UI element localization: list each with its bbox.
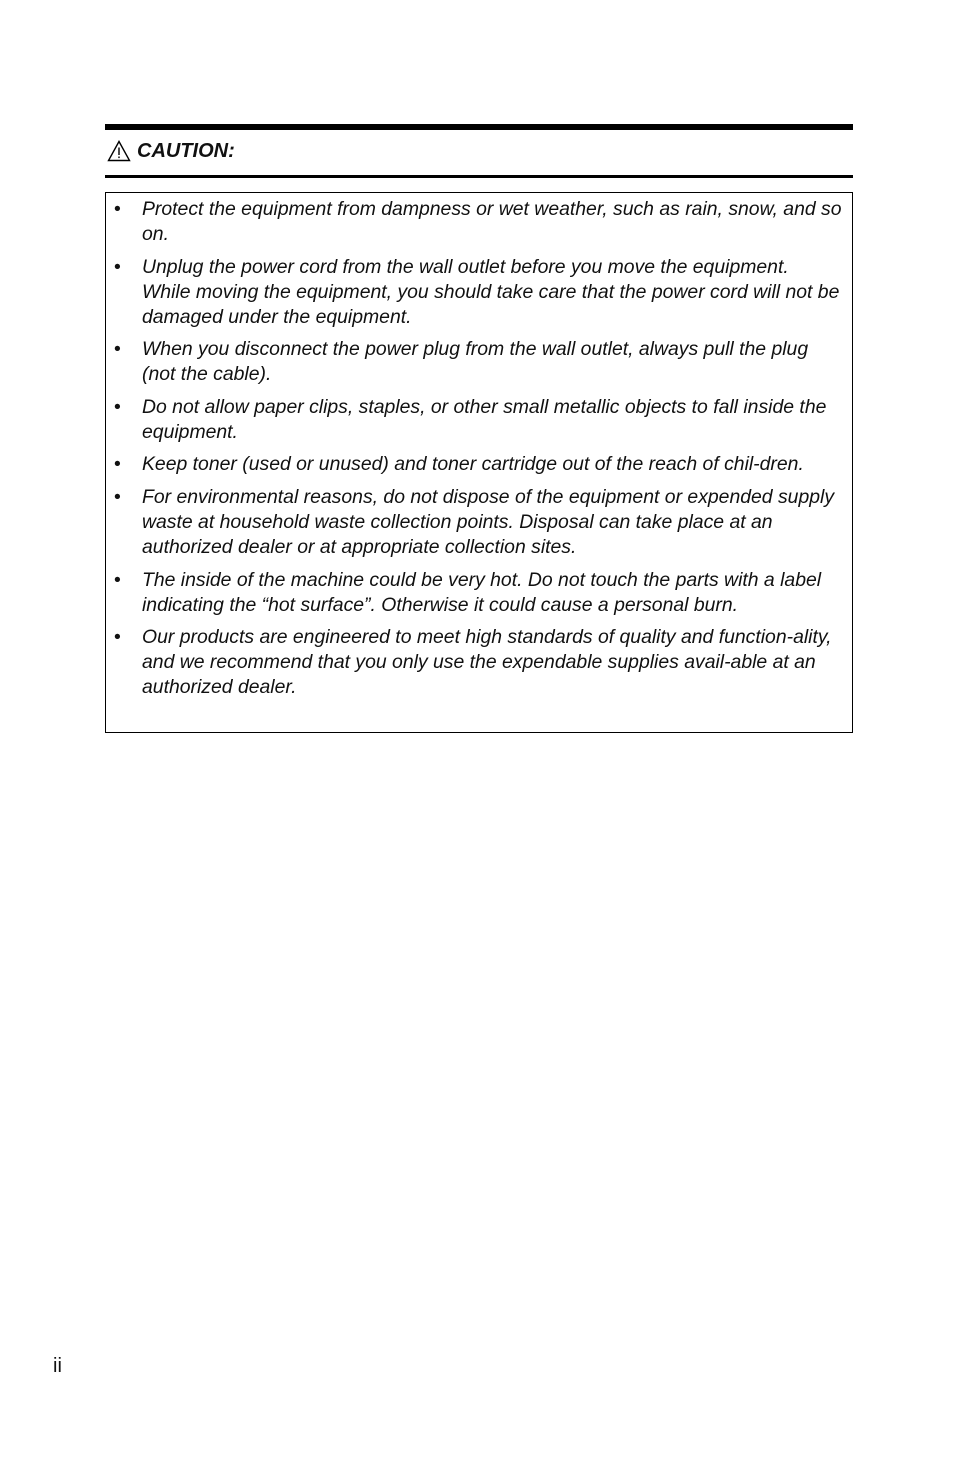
bullet-icon: •	[114, 626, 121, 649]
caution-item-text: Unplug the power cord from the wall outlet before you move the equipment. While moving the equipment, you should take care that the power cord will not be damaged under the equipment.	[142, 255, 840, 328]
caution-item	[106, 197, 842, 247]
caution-item-text: When you disconnect the power plug from the wall outlet, always pull the plug (not the cable).	[142, 338, 809, 386]
caution-item	[106, 255, 842, 330]
caution-item-text: Our products are engineered to meet high standards of quality and function-ality, and we recommend that you only use the expendable supplies avail-able at an authorized dealer.	[142, 626, 832, 699]
caution-item	[106, 452, 842, 477]
warning-triangle-icon	[107, 140, 131, 162]
caution-item-text: Keep toner (used or unused) and toner cartridge out of the reach of chil-dren.	[142, 453, 804, 476]
bullet-icon: •	[114, 568, 121, 591]
caution-item	[106, 625, 842, 700]
page-number: ii	[53, 1355, 62, 1377]
bullet-icon: •	[114, 338, 121, 361]
bullet-icon: •	[114, 453, 121, 476]
caution-item	[106, 485, 842, 560]
bullet-icon: •	[114, 255, 121, 278]
caution-item	[106, 337, 842, 387]
caution-item-text: For environmental reasons, do not dispose of the equipment or expended supply waste at household waste collection points. Disposal can take place at an authorized dealer or at appropriate collection sites.	[142, 485, 835, 558]
caution-item	[106, 568, 842, 618]
caution-item-text: Protect the equipment from dampness or wet weather, such as rain, snow, and so on.	[142, 198, 842, 245]
bullet-icon: •	[114, 198, 121, 220]
bullet-icon: •	[114, 395, 121, 418]
caution-item	[106, 395, 842, 445]
bullet-icon: •	[114, 485, 121, 508]
caution-heading	[107, 137, 235, 165]
caution-item-text: The inside of the machine could be very hot. Do not touch the parts with a label indicating the “hot surface”. Otherwise it could cause a personal burn.	[142, 568, 822, 616]
caution-box	[105, 192, 853, 733]
heading-underline-rule	[105, 175, 853, 178]
caution-list	[106, 193, 852, 700]
top-rule	[105, 124, 853, 130]
caution-item-text: Do not allow paper clips, staples, or other small metallic objects to fall inside the equipment.	[142, 395, 827, 443]
caution-title: CAUTION:	[137, 139, 235, 162]
